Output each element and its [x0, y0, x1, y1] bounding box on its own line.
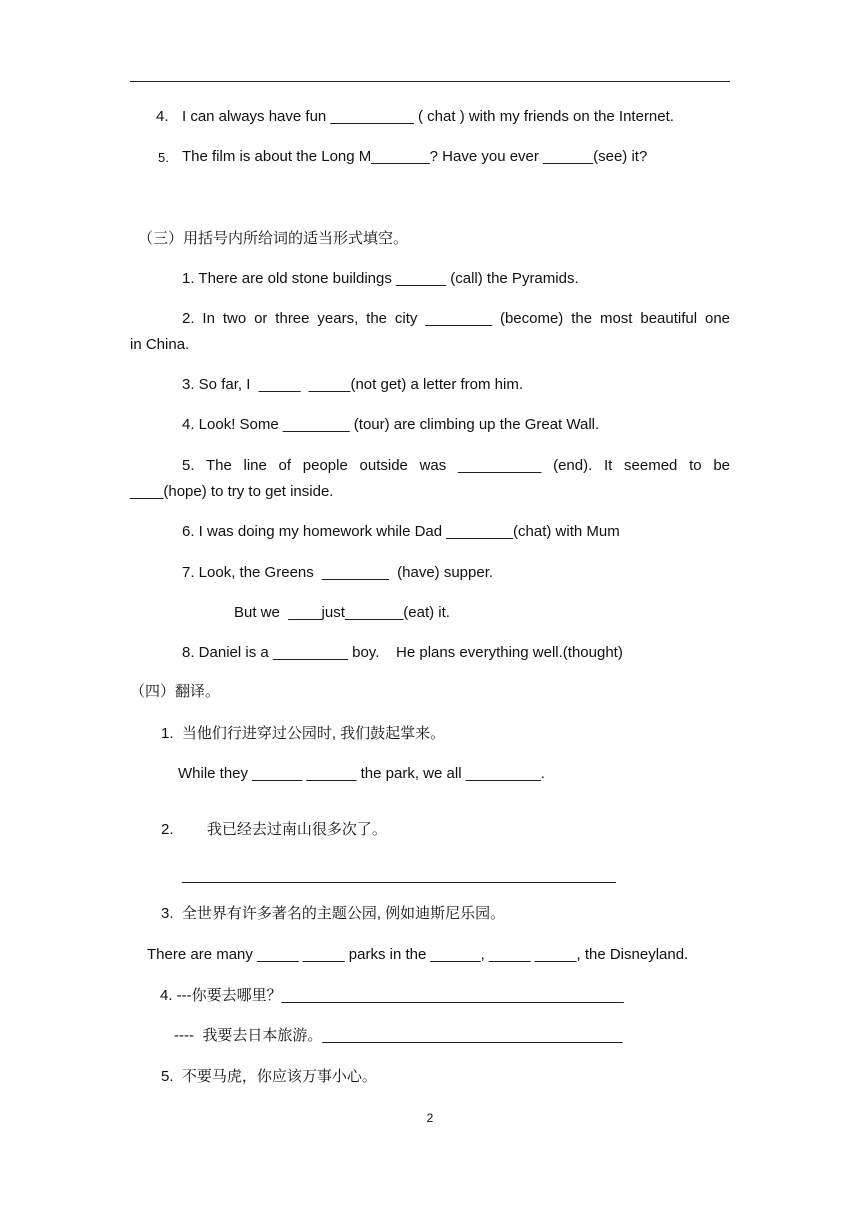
item-number: 5. — [158, 150, 169, 165]
exercise-line: 2. In two or three years, the city ________ (become) the most beautiful one — [182, 310, 730, 327]
exercise-line: There are many _____ _____ parks in the ______, _____ _____, the Disneyland. — [147, 946, 689, 963]
section-heading: （三）用括号内所给词的适当形式填空。 — [138, 230, 409, 247]
exercise-line: The film is about the Long M_______? Have you ever ______(see) it? — [182, 148, 648, 165]
exercise-line: in China. — [130, 336, 190, 353]
answer-line: ____________________________________________________ — [182, 867, 616, 884]
exercise-line: 2. 我已经去过南山很多次了。 — [161, 821, 387, 838]
exercise-line: 6. I was doing my homework while Dad ________(chat) with Mum — [182, 523, 620, 540]
section-heading: （四）翻译。 — [130, 683, 221, 700]
exercise-line: ---- 我要去日本旅游。____________________________________ — [174, 1027, 623, 1044]
exercise-line: 1. 当他们行进穿过公园时, 我们鼓起掌来。 — [161, 725, 446, 742]
exercise-line: ____(hope) to try to get inside. — [130, 483, 334, 500]
exercise-line: 5. 不要马虎，你应该万事小心。 — [161, 1068, 377, 1085]
page-number: 2 — [426, 1111, 434, 1125]
header-rule — [130, 81, 730, 82]
exercise-line: 4. ---你要去哪里？_________________________________________ — [160, 987, 624, 1004]
exercise-line: 4. Look! Some ________ (tour) are climbing up the Great Wall. — [182, 416, 600, 433]
exercise-line: 8. Daniel is a _________ boy. He plans everything well.(thought) — [182, 644, 623, 661]
exercise-line: But we ____just_______(eat) it. — [234, 604, 450, 621]
item-number: 4. — [156, 108, 169, 125]
exercise-line: 1. There are old stone buildings ______ (call) the Pyramids. — [182, 270, 579, 287]
exercise-line: I can always have fun __________ ( chat ) with my friends on the Internet. — [182, 108, 674, 125]
exercise-line: 3. So far, I _____ _____(not get) a letter from him. — [182, 376, 524, 393]
exercise-line: 7. Look, the Greens ________ (have) supper. — [182, 564, 494, 581]
exercise-line: 3. 全世界有许多著名的主题公园, 例如迪斯尼乐园。 — [161, 905, 506, 922]
exercise-line: While they ______ ______ the park, we all _________. — [178, 765, 545, 782]
exercise-line: 5. The line of people outside was __________ (end). It seemed to be — [182, 457, 730, 474]
